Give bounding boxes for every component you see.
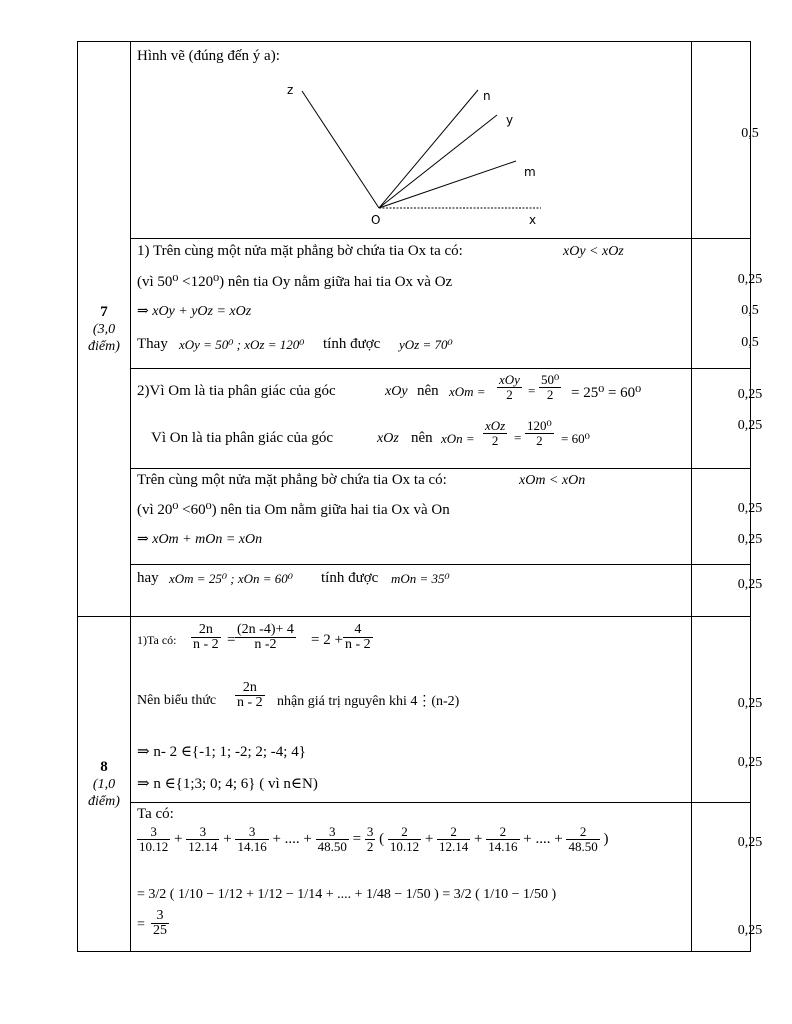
score-cell (692, 239, 763, 369)
text-line: 2)Vì Om là tia phân giác của góc (137, 383, 336, 399)
math-expression: ⇒ xOm + mOn = xOn (137, 532, 263, 547)
fraction: $\frac{2n}{n - 2}$ (237, 680, 263, 710)
fraction: $\frac{\text{120⁰}}{2}$ (527, 418, 552, 448)
math-expression: xOy = 50⁰ ; xOz = 120⁰ (179, 337, 305, 352)
text-line: (vì 20⁰ <60⁰) nên tia Om nằm giữa hai tia Ox và On (137, 502, 450, 518)
score: 0,25 (737, 577, 763, 592)
text-line: (vì 50⁰ <120⁰) nên tia Oy nằm giữa hai tia Ox và Oz (137, 274, 453, 290)
q8-part1-cell: 1)Ta có: $\frac{2n}{n - 2}$ = $\frac{(2n -4)+ 4}{n -2}$ = 2 + $\frac{4}{n - 2}$ Nên biểu thức $\frac{2n}{n - 2}$ nhận giá trị nguyên khi 4⋮(n-2) ⇒ n- 2 ∈{-1; 1; -2; 2; -4; 4} ⇒ n ∈{1;3; 0; 4; 6} ( vì n∈N) (131, 617, 692, 803)
q7-part3-cell (131, 469, 692, 565)
question-points: (3,0 (92, 321, 116, 337)
score: 0,25 (737, 387, 763, 402)
fraction: $\frac{2}{10.12}$ (389, 824, 420, 854)
ray-on (379, 90, 478, 208)
math-expression: = 60⁰ (561, 431, 590, 446)
score-cell (692, 617, 763, 803)
angle-figure (131, 42, 691, 232)
fraction: $\frac{2}{12.14}$ (439, 824, 469, 854)
text-line: tính được (323, 336, 381, 352)
text-line: 1) Trên cùng một nửa mặt phẳng bờ chứa tia Ox ta có: (137, 243, 463, 259)
math-expression: xOy < xOz (563, 244, 624, 259)
text-line: Vì On là tia phân giác của góc (151, 430, 334, 446)
label-y: y (506, 113, 514, 127)
answer-table (77, 41, 763, 952)
score-cell (692, 469, 763, 565)
score: 0,25 (737, 696, 763, 711)
fraction: xOz 2 (485, 418, 506, 448)
score: 0,5 (741, 303, 759, 318)
q7-part2-cell: 2)Vì Om là tia phân giác của góc xOy nên xOm = xOy 2 = $\frac{\text{50⁰}}{2}$ = 25⁰ = 60⁰ Vì On là tia phân giác của góc xOz nên xOn = xOz 2 = $\frac{\text{120⁰}}{2}$ = 60⁰ (131, 369, 692, 469)
fraction: $\frac{2n}{n - 2}$ (193, 622, 219, 652)
score: 0,25 (737, 418, 763, 433)
score: 0,5 (741, 126, 759, 141)
score: 0,25 (737, 532, 763, 547)
text-line: 1)Ta có: (137, 633, 177, 647)
q8-part2-cell (131, 803, 692, 952)
math-expression: ⇒ n ∈{1;3; 0; 4; 6} ( vì n∈N) (137, 776, 318, 792)
score: 0,25 (737, 755, 763, 770)
fraction: $\frac{2}{14.16}$ (488, 824, 518, 854)
label-n: n (483, 89, 491, 103)
text-line: nên (411, 430, 433, 446)
question-number: 7 (100, 303, 108, 320)
fraction: $\frac{2}{48.50}$ (568, 824, 598, 854)
math-expression: = (137, 917, 145, 932)
score-cell (692, 803, 763, 952)
score: 0,25 (737, 501, 763, 516)
figure-title: Hình vẽ (đúng đến ý a): (137, 48, 280, 64)
question-points-unit: điểm) (88, 338, 120, 354)
question-number: 8 (100, 758, 108, 775)
math-expression: = 3/2 ( 1/10 − 1/12 + 1/12 − 1/14 + .... + 1/48 − 1/50 ) = 3/2 ( 1/10 − 1/50 ) (137, 887, 557, 902)
text-line: Trên cùng một nửa mặt phẳng bờ chứa tia Ox ta có: (137, 472, 447, 488)
fraction: $\frac{4}{n - 2}$ (345, 622, 371, 652)
fraction: $\frac{3}{10.12}$ (139, 824, 169, 854)
fraction: xOy 2 (499, 372, 520, 402)
label-o: O (371, 213, 381, 227)
text-line: nên (417, 383, 439, 399)
score: 0,25 (737, 272, 763, 287)
text-line: nhận giá trị nguyên khi 4⋮(n-2) (277, 694, 460, 709)
fraction: $\frac{3}{2}$ (366, 824, 374, 854)
score-cell (692, 565, 763, 617)
question-points: (1,0 (92, 776, 116, 792)
math-expression: ⇒ xOy + yOz = xOz (137, 304, 252, 319)
math-expression: yOz = 70⁰ (399, 337, 453, 352)
angle-name: xOz (377, 431, 399, 446)
fraction: $\frac{3}{14.16}$ (237, 824, 267, 854)
math-expression: ⇒ n- 2 ∈{-1; 1; -2; 2; -4; 4} (137, 744, 306, 760)
math-expression: xOn = (441, 431, 475, 446)
math-expression: mOn = 35⁰ (391, 571, 450, 586)
math-expression: xOm < xOn (519, 473, 586, 488)
math-expression: xOm = (449, 384, 486, 399)
ray-om (379, 161, 516, 208)
angle-name: xOy (385, 384, 408, 399)
score: 0,25 (737, 923, 763, 938)
question-points-unit: điểm) (88, 793, 120, 809)
text-line: Ta có: (137, 806, 174, 822)
score: 0,25 (737, 835, 763, 850)
fraction: $\frac{3}{12.14}$ (188, 824, 218, 854)
label-x: x (529, 213, 537, 227)
q7-figure-cell (131, 42, 692, 239)
score: 0,5 (741, 335, 759, 350)
ray-oy (379, 115, 497, 208)
label-m: m (524, 165, 536, 179)
score-cell (692, 42, 759, 239)
text-line: Nên biểu thức (137, 693, 217, 708)
math-expression: = 25⁰ = 60⁰ (571, 385, 642, 401)
text-line: Thay (137, 336, 168, 352)
score-cell (692, 369, 763, 469)
math-expression: = 2 + (311, 632, 343, 648)
math-expression: xOm = 25⁰ ; xOn = 60⁰ (169, 571, 294, 586)
q7-part4-cell (131, 565, 692, 617)
ray-oz (302, 91, 379, 208)
sum-row: $\frac{3}{10.12}$ + $\frac{3}{12.14}$ + $\frac{3}{14.16}$ + .... + $\frac{3}{48.50}$ = $\frac{3}{2}$ ( $\frac{2}{10.12}$ + $\frac{2}{12.14}$ + $\frac{2}{14.16}$ + .... + $\frac{2}{48.50}$ ) (139, 824, 609, 854)
question-8-label (78, 617, 131, 952)
q7-part1-cell (131, 239, 692, 369)
fraction: $\frac{(2n -4)+ 4}{n -2}$ (237, 622, 294, 652)
question-7-label (78, 42, 131, 617)
text-line: hay (137, 570, 159, 586)
fraction: $\frac{\text{50⁰}}{2}$ (541, 372, 560, 402)
fraction: $\frac{3}{25}$ (153, 908, 167, 938)
fraction: $\frac{3}{48.50}$ (317, 824, 347, 854)
text-line: tính được (321, 570, 379, 586)
label-z: z (287, 83, 294, 97)
